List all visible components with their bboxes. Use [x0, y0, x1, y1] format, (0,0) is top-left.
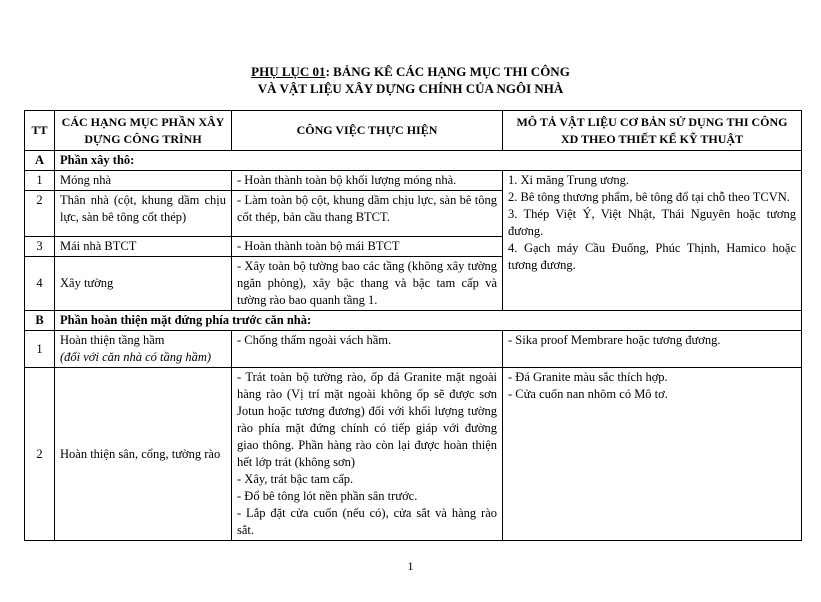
- item-name: Mái nhà BTCT: [55, 237, 232, 257]
- title-line-1-rest: : BẢNG KÊ CÁC HẠNG MỤC THI CÔNG: [325, 64, 570, 79]
- header-row: [25, 111, 802, 151]
- row-number: 3: [25, 237, 55, 257]
- material-item: - Đá Granite màu sắc thích hợp.: [508, 370, 668, 384]
- title-line-2: VÀ VẬT LIỆU XÂY DỰNG CHÍNH CỦA NGÔI NHÀ: [257, 81, 564, 96]
- header-work: CÔNG VIỆC THỰC HIỆN: [232, 111, 503, 151]
- table-row: [25, 331, 802, 368]
- header-items: CÁC HẠNG MỤC PHẦN XÂY DỰNG CÔNG TRÌNH: [55, 111, 232, 151]
- row-number: 1: [25, 331, 55, 368]
- material-item: 2. Bê tông thương phẩm, bê tông đổ tại chỗ theo TCVN.: [508, 190, 790, 204]
- section-b-row: [25, 311, 802, 331]
- material-description: [503, 368, 802, 541]
- work-step: - Đổ bê tông lót nền phần sân trước.: [237, 489, 418, 503]
- table-row: [25, 171, 802, 191]
- work-step: - Xây, trát bậc tam cấp.: [237, 472, 354, 486]
- row-number: 1: [25, 171, 55, 191]
- section-b-code: B: [25, 311, 55, 331]
- work-description: [232, 368, 503, 541]
- row-number: 2: [25, 191, 55, 237]
- item-note: (đối với căn nhà có tầng hầm): [60, 350, 212, 364]
- page-number: 1: [407, 559, 414, 573]
- material-item: - Cửa cuốn nan nhôm có Mô tơ.: [508, 387, 668, 401]
- header-materials: MÔ TẢ VẬT LIỆU CƠ BẢN SỬ DỤNG THI CÔNG XD THEO THIẾT KẾ KỸ THUẬT: [503, 111, 802, 151]
- section-b-label: Phần hoàn thiện mặt đứng phía trước căn nhà:: [55, 311, 802, 331]
- item-name: Hoàn thiện sân, cổng, tường rào: [55, 368, 232, 541]
- material-item: 1. Xi măng Trung ương.: [508, 173, 630, 187]
- work-step: - Lắp đặt cửa cuốn (nếu có), cửa sắt và hàng rào sắt.: [237, 506, 497, 537]
- appendix-label: PHỤ LỤC 01: [251, 64, 326, 79]
- header-tt: TT: [25, 111, 55, 151]
- work-step: - Trát toàn bộ tường rào, ốp đá Granite mặt ngoài hàng rào (Vị trí mặt ngoài không ốp sẽ được sơn Jotun hoặc tương đương) đối với khối lượng tường rào phía mặt đứng chính có tiếp giáp với đường giao thông. Phần hàng rào còn lại được hoàn thiện hết lớp trát (không sơn): [237, 370, 497, 469]
- section-a-row: [25, 151, 802, 171]
- row-number: 4: [25, 257, 55, 311]
- item-name: Thân nhà (cột, khung dầm chịu lực, sàn bê tông cốt thép): [55, 191, 232, 237]
- row-number: 2: [25, 368, 55, 541]
- work-description: - Chống thấm ngoài vách hầm.: [232, 331, 503, 368]
- item-title: Hoàn thiện tầng hầm: [60, 333, 165, 347]
- material-item: 4. Gạch máy Cầu Đuống, Phúc Thịnh, Hamico hoặc tương đương.: [508, 241, 796, 272]
- item-name: Móng nhà: [55, 171, 232, 191]
- material-item: 3. Thép Việt Ý, Việt Nhật, Thái Nguyên hoặc tương đương.: [508, 207, 796, 238]
- document-title: [0, 63, 821, 97]
- work-description: - Xây toàn bộ tường bao các tầng (không xây tường ngăn phòng), xây bậc thang và bậc tam cấp và tường rào bao quanh tầng 1.: [232, 257, 503, 311]
- section-a-code: A: [25, 151, 55, 171]
- title-line-1: [0, 63, 821, 80]
- construction-items-table: [24, 110, 802, 541]
- item-name: [55, 331, 232, 368]
- item-name: Xây tường: [55, 257, 232, 311]
- section-a-materials: [503, 171, 802, 311]
- work-description: - Hoàn thành toàn bộ mái BTCT: [232, 237, 503, 257]
- material-description: - Sika proof Membrare hoặc tương đương.: [503, 331, 802, 368]
- work-description: - Hoàn thành toàn bộ khối lượng móng nhà.: [232, 171, 503, 191]
- section-a-label: Phần xây thô:: [55, 151, 802, 171]
- work-description: - Làm toàn bộ cột, khung dầm chịu lực, sàn bê tông cốt thép, bản cầu thang BTCT.: [232, 191, 503, 237]
- table-row: [25, 368, 802, 541]
